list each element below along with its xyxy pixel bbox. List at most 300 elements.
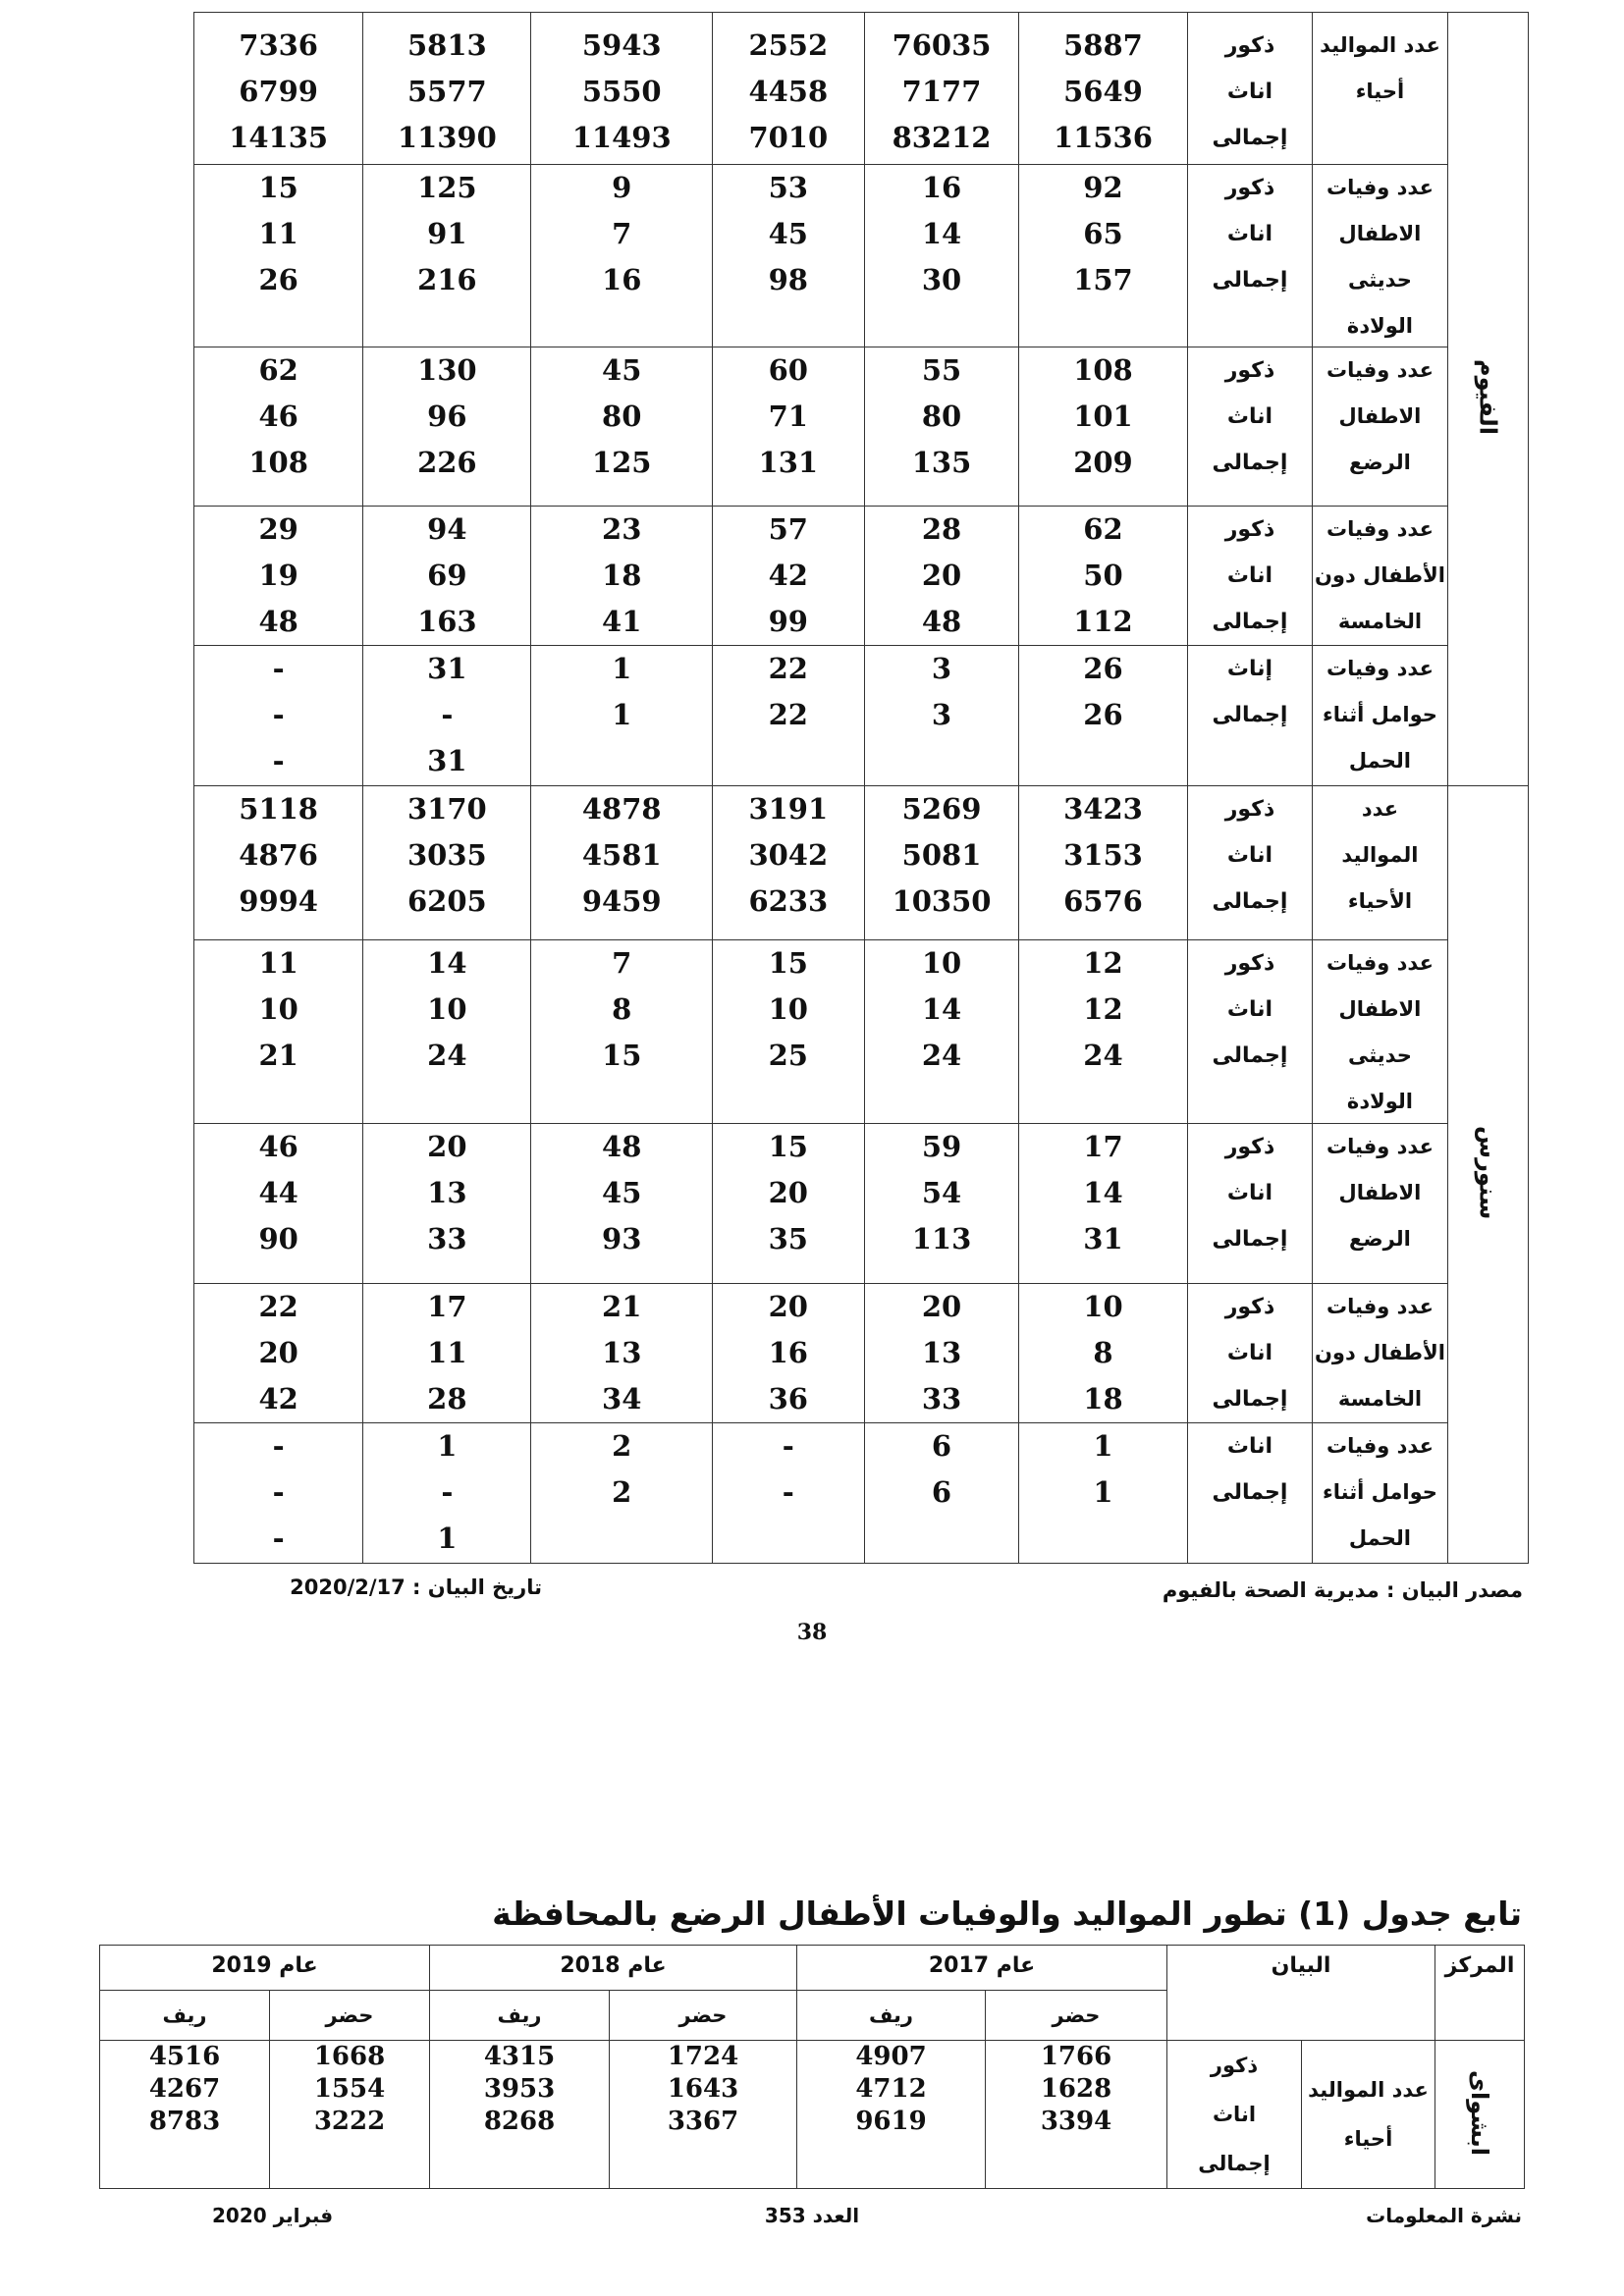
value: 5813 <box>406 28 487 62</box>
value: 125 <box>417 171 477 204</box>
value: 6799 <box>239 75 318 108</box>
value: 20 <box>921 1290 962 1323</box>
value: 28 <box>921 512 962 546</box>
sex-cell <box>1187 507 1313 646</box>
value: - <box>272 1522 285 1555</box>
value: 15 <box>602 1039 642 1072</box>
sex: اناث <box>1226 563 1273 588</box>
value: 7336 <box>239 28 318 62</box>
value-cell <box>986 2041 1167 2189</box>
sex-cell <box>1187 1124 1313 1284</box>
table-row <box>194 1284 1529 1423</box>
value: 112 <box>1073 605 1133 638</box>
value: 22 <box>258 1290 298 1323</box>
value: 10 <box>768 992 808 1026</box>
value: 57 <box>768 512 808 546</box>
value: 20 <box>921 559 962 592</box>
center-name: الفيوم <box>1474 359 1502 435</box>
sex: إجمالى <box>1212 1227 1288 1252</box>
sex: ذكور <box>1224 951 1275 976</box>
value: - <box>272 1429 285 1463</box>
sex-cell <box>1187 165 1313 347</box>
value-cell <box>531 165 713 347</box>
indicator: الاطفال <box>1338 997 1422 1021</box>
value: 18 <box>602 559 642 592</box>
value: - <box>782 1429 794 1463</box>
value: 24 <box>921 1039 962 1072</box>
indicator: حوامل أثناء <box>1323 1480 1437 1504</box>
value: 4878 <box>581 792 662 826</box>
sex: اناث <box>1226 1181 1273 1205</box>
value: 3222 <box>313 2107 386 2136</box>
value: 76035 <box>892 28 992 62</box>
value: 14135 <box>229 121 329 154</box>
indicator-cell <box>1313 786 1447 940</box>
value: 1724 <box>667 2042 739 2071</box>
value: 28 <box>427 1382 467 1415</box>
value-cell <box>864 1124 1019 1284</box>
value: 11390 <box>397 121 497 154</box>
value: 10350 <box>892 884 992 918</box>
value: 24 <box>427 1039 467 1072</box>
indicator: حديثى الولادة <box>1346 268 1413 338</box>
value: 33 <box>921 1382 962 1415</box>
value: 36 <box>768 1382 808 1415</box>
sex: ذكور <box>1224 517 1275 542</box>
sex: إجمالى <box>1212 268 1288 293</box>
header-statement: البيان <box>1167 1946 1435 2041</box>
value: 55 <box>921 353 962 387</box>
indicator: الخامسة <box>1337 610 1423 633</box>
sex: ذكور <box>1224 33 1275 58</box>
value: 15 <box>768 1130 808 1163</box>
value: 22 <box>768 652 808 685</box>
value-cell <box>864 646 1019 786</box>
value: 21 <box>602 1290 642 1323</box>
indicator: حديثى الولادة <box>1346 1043 1413 1113</box>
value: 15 <box>258 171 298 204</box>
value: 11493 <box>571 121 672 154</box>
value-cell <box>194 646 363 786</box>
indicator: الحمل <box>1348 1526 1411 1550</box>
value-cell <box>712 940 864 1124</box>
value: 5577 <box>406 75 487 108</box>
value: 90 <box>258 1222 298 1255</box>
value: 1668 <box>313 2042 386 2071</box>
sex-cell <box>1187 940 1313 1124</box>
sex: إجمالى <box>1212 1043 1288 1068</box>
header-year-2019: عام 2019 <box>100 1946 430 1991</box>
center-name: ابشواى <box>1466 2069 1493 2156</box>
value: 24 <box>1083 1039 1123 1072</box>
value: 6 <box>931 1429 952 1463</box>
value: 226 <box>417 446 477 479</box>
value: 16 <box>602 263 642 296</box>
value-cell <box>194 786 363 940</box>
value-cell <box>194 1423 363 1564</box>
value: 71 <box>768 400 808 433</box>
value: 14 <box>427 946 467 980</box>
indicator: عدد وفيات <box>1326 1295 1434 1318</box>
sex: إجمالى <box>1212 451 1288 475</box>
value-cell <box>531 786 713 940</box>
value: 4315 <box>483 2042 556 2071</box>
value-cell <box>363 940 531 1124</box>
value: 14 <box>921 992 962 1026</box>
value: 6205 <box>406 884 487 918</box>
value: 101 <box>1073 400 1133 433</box>
value: 1 <box>1093 1475 1113 1509</box>
value: 163 <box>417 605 477 638</box>
indicator: عدد المواليد <box>1320 33 1440 57</box>
value: 21 <box>258 1039 298 1072</box>
value: 80 <box>921 400 962 433</box>
table-row <box>194 1124 1529 1284</box>
value: 3191 <box>748 792 829 826</box>
value: 1 <box>612 698 632 731</box>
value: 4516 <box>148 2042 221 2071</box>
value-cell <box>864 940 1019 1124</box>
value-cell <box>864 13 1019 165</box>
sex: إجمالى <box>1212 610 1288 634</box>
continuation-table-title: تابع جدول (1) تطور المواليد والوفيات الأطفال الرضع بالمحافظة <box>492 1895 1522 1933</box>
indicator: الأطفال دون <box>1315 563 1445 587</box>
value-cell <box>194 507 363 646</box>
value-cell <box>864 1284 1019 1423</box>
sex: اناث <box>1226 1341 1273 1365</box>
indicator: الأحياء <box>1347 889 1413 913</box>
sex: ذكور <box>1224 1135 1275 1159</box>
value: 44 <box>258 1176 298 1209</box>
value-cell <box>1019 646 1187 786</box>
value-cell <box>712 646 864 786</box>
value-cell <box>363 13 531 165</box>
footer-date: فبراير 2020 <box>212 2204 334 2227</box>
continuation-table <box>99 1945 1525 2189</box>
value: 11 <box>258 946 298 980</box>
value: 7177 <box>901 75 982 108</box>
value-cell <box>864 165 1019 347</box>
indicator: الأطفال دون <box>1315 1341 1445 1364</box>
value: 1643 <box>667 2074 739 2104</box>
value-cell <box>531 940 713 1124</box>
value: 91 <box>427 217 467 250</box>
value: 83212 <box>892 121 992 154</box>
value-cell <box>712 507 864 646</box>
indicator-cell <box>1302 2041 1435 2189</box>
sex: اناث <box>1226 404 1273 429</box>
value-cell <box>363 347 531 507</box>
value-cell <box>797 2041 986 2189</box>
value: 157 <box>1073 263 1133 296</box>
value: 3153 <box>1063 838 1143 872</box>
center-cell <box>1435 2041 1525 2189</box>
value: 10 <box>921 946 962 980</box>
value: 99 <box>768 605 808 638</box>
value: 5269 <box>901 792 982 826</box>
statistics-table <box>193 12 1529 1564</box>
indicator: الخامسة <box>1337 1387 1423 1411</box>
value-cell <box>363 786 531 940</box>
value: 19 <box>258 559 298 592</box>
value: 34 <box>602 1382 642 1415</box>
value: 4876 <box>239 838 318 872</box>
value: 4907 <box>855 2042 927 2071</box>
value: 108 <box>1073 353 1133 387</box>
value: 9 <box>612 171 632 204</box>
sex-cell <box>1187 1423 1313 1564</box>
center-cell <box>1447 786 1528 1564</box>
value: 2 <box>612 1475 632 1509</box>
value: 45 <box>768 217 808 250</box>
value-cell <box>194 1124 363 1284</box>
header-rural-2017: ريف <box>797 1991 986 2041</box>
indicator: الاطفال <box>1338 1181 1422 1204</box>
value-cell <box>194 165 363 347</box>
value: - <box>441 698 454 731</box>
sex: اناث <box>1226 1434 1273 1459</box>
sex-cell <box>1187 1284 1313 1423</box>
value: 8 <box>1093 1336 1113 1369</box>
sex-cell <box>1167 2041 1302 2189</box>
value-cell <box>194 1284 363 1423</box>
value-cell <box>363 646 531 786</box>
value: - <box>782 1475 794 1509</box>
value-cell <box>270 2041 430 2189</box>
value: 135 <box>911 446 972 479</box>
value: 7010 <box>748 121 829 154</box>
indicator-cell <box>1313 1423 1447 1564</box>
value: 1554 <box>313 2074 386 2104</box>
table-row <box>194 165 1529 347</box>
value: 13 <box>602 1336 642 1369</box>
value: 59 <box>921 1130 962 1163</box>
sex: ذكور <box>1224 1295 1275 1319</box>
value: 12 <box>1083 992 1123 1026</box>
page-number: 38 <box>796 1620 828 1645</box>
indicator-cell <box>1313 507 1447 646</box>
indicator-cell <box>1313 1284 1447 1423</box>
indicator-line: أحياء <box>1343 2127 1393 2151</box>
value: 5118 <box>239 792 318 826</box>
value: 10 <box>258 992 298 1026</box>
value: 6576 <box>1063 884 1143 918</box>
footer-bulletin: نشرة المعلومات <box>1366 2204 1522 2227</box>
value-cell <box>1019 1423 1187 1564</box>
value-cell <box>712 786 864 940</box>
value: - <box>441 1475 454 1509</box>
value: 15 <box>768 946 808 980</box>
value: 22 <box>768 698 808 731</box>
value-cell <box>1019 165 1187 347</box>
value: 16 <box>768 1336 808 1369</box>
table-row <box>194 646 1529 786</box>
value: 3035 <box>406 838 487 872</box>
value: 80 <box>602 400 642 433</box>
value: 5943 <box>581 28 662 62</box>
value: 6 <box>931 1475 952 1509</box>
value: 54 <box>921 1176 962 1209</box>
indicator: عدد وفيات <box>1326 1434 1434 1458</box>
value-cell <box>864 786 1019 940</box>
value: 45 <box>602 1176 642 1209</box>
indicator: الاطفال <box>1338 222 1422 245</box>
value: 8268 <box>483 2107 556 2136</box>
value: 13 <box>921 1336 962 1369</box>
value: 10 <box>1083 1290 1123 1323</box>
value: 17 <box>1083 1130 1123 1163</box>
indicator-line: عدد المواليد <box>1308 2078 1429 2102</box>
value-cell <box>194 347 363 507</box>
table-row <box>194 347 1529 507</box>
value-cell <box>531 347 713 507</box>
value: 108 <box>248 446 308 479</box>
value: 1628 <box>1040 2074 1112 2104</box>
value: 131 <box>758 446 819 479</box>
value: - <box>272 744 285 777</box>
value: 130 <box>417 353 477 387</box>
value: 1 <box>612 652 632 685</box>
value: 4458 <box>748 75 829 108</box>
indicator-cell <box>1313 347 1447 507</box>
value: 16 <box>921 171 962 204</box>
sex: إناث <box>1226 657 1273 681</box>
footer-issue: العدد 353 <box>764 2204 860 2227</box>
sex: إجمالى <box>1212 126 1288 150</box>
value: 69 <box>427 559 467 592</box>
sex: ذكور <box>1224 797 1275 822</box>
value: 33 <box>427 1222 467 1255</box>
value: 31 <box>427 744 467 777</box>
value: 20 <box>427 1130 467 1163</box>
value: 62 <box>1083 512 1123 546</box>
value: 5550 <box>581 75 662 108</box>
value: 26 <box>258 263 298 296</box>
indicator: عدد وفيات <box>1326 1135 1434 1158</box>
value: 9619 <box>855 2107 927 2136</box>
table-row <box>194 13 1529 165</box>
value-cell <box>100 2041 270 2189</box>
indicator: الحمل <box>1348 749 1411 773</box>
value: 5081 <box>901 838 982 872</box>
table-row <box>194 1423 1529 1564</box>
header-year-2018: عام 2018 <box>430 1946 797 1991</box>
value: 4267 <box>148 2074 221 2104</box>
sex-cell <box>1187 646 1313 786</box>
value: 4581 <box>581 838 662 872</box>
value-cell <box>1019 347 1187 507</box>
value: 20 <box>768 1290 808 1323</box>
value: 20 <box>258 1336 298 1369</box>
sex: إجمالى <box>1212 1480 1288 1505</box>
value: 62 <box>258 353 298 387</box>
sex-line: إجمالى <box>1198 2152 1271 2175</box>
value-cell <box>194 13 363 165</box>
value: 92 <box>1083 171 1123 204</box>
center-cell <box>1447 13 1528 786</box>
header-urban-2018: حضر <box>610 1991 797 2041</box>
value-cell <box>1019 786 1187 940</box>
value: 42 <box>258 1382 298 1415</box>
indicator: الرضع <box>1349 451 1411 474</box>
value-cell <box>363 165 531 347</box>
header-urban-2017: حضر <box>986 1991 1167 2041</box>
value: 94 <box>427 512 467 546</box>
value: 93 <box>602 1222 642 1255</box>
value: 96 <box>427 400 467 433</box>
sex: ذكور <box>1224 176 1275 200</box>
value: 10 <box>427 992 467 1026</box>
sex-cell <box>1187 13 1313 165</box>
value: 9994 <box>239 884 318 918</box>
table-row <box>100 2041 1525 2189</box>
indicator: عدد وفيات <box>1326 176 1434 199</box>
value: 3394 <box>1040 2107 1112 2136</box>
value-cell <box>363 1284 531 1423</box>
header-urban-2019: حضر <box>270 1991 430 2041</box>
value-cell <box>712 1124 864 1284</box>
value-cell <box>712 165 864 347</box>
value: 45 <box>602 353 642 387</box>
value-cell <box>531 1124 713 1284</box>
indicator-cell <box>1313 940 1447 1124</box>
value: 3170 <box>406 792 487 826</box>
value: 3 <box>931 652 952 685</box>
value: 3367 <box>667 2107 739 2136</box>
value-cell <box>1019 507 1187 646</box>
value-cell <box>1019 940 1187 1124</box>
header-center: المركز <box>1435 1946 1525 2041</box>
value: 4712 <box>855 2074 927 2104</box>
value: 3953 <box>483 2074 556 2104</box>
value: 46 <box>258 400 298 433</box>
value-cell <box>531 646 713 786</box>
indicator: عدد وفيات <box>1326 358 1434 382</box>
value: 7 <box>612 946 632 980</box>
value: 53 <box>768 171 808 204</box>
value: 1766 <box>1040 2042 1112 2071</box>
value: 1 <box>437 1429 458 1463</box>
value: 125 <box>591 446 652 479</box>
value: - <box>272 1475 285 1509</box>
table-row <box>194 786 1529 940</box>
sex: إجمالى <box>1212 1387 1288 1412</box>
sex: إجمالى <box>1212 703 1288 727</box>
value: 11536 <box>1054 121 1153 154</box>
indicator: الرضع <box>1349 1227 1411 1251</box>
table-row <box>194 940 1529 1124</box>
value: 8783 <box>148 2107 221 2136</box>
sex-cell <box>1187 347 1313 507</box>
value-cell <box>712 1423 864 1564</box>
header-rural-2018: ريف <box>430 1991 610 2041</box>
value: 9459 <box>581 884 662 918</box>
sex: اناث <box>1226 222 1273 246</box>
value-cell <box>363 507 531 646</box>
value-cell <box>864 1423 1019 1564</box>
value: 216 <box>417 263 477 296</box>
value: 2552 <box>748 28 829 62</box>
value: 20 <box>768 1176 808 1209</box>
value-cell <box>712 1284 864 1423</box>
value: 48 <box>602 1130 642 1163</box>
value: 2 <box>612 1429 632 1463</box>
value: 14 <box>1083 1176 1123 1209</box>
indicator: الاطفال <box>1338 404 1422 428</box>
value-cell <box>194 940 363 1124</box>
value-cell <box>864 347 1019 507</box>
value: 60 <box>768 353 808 387</box>
